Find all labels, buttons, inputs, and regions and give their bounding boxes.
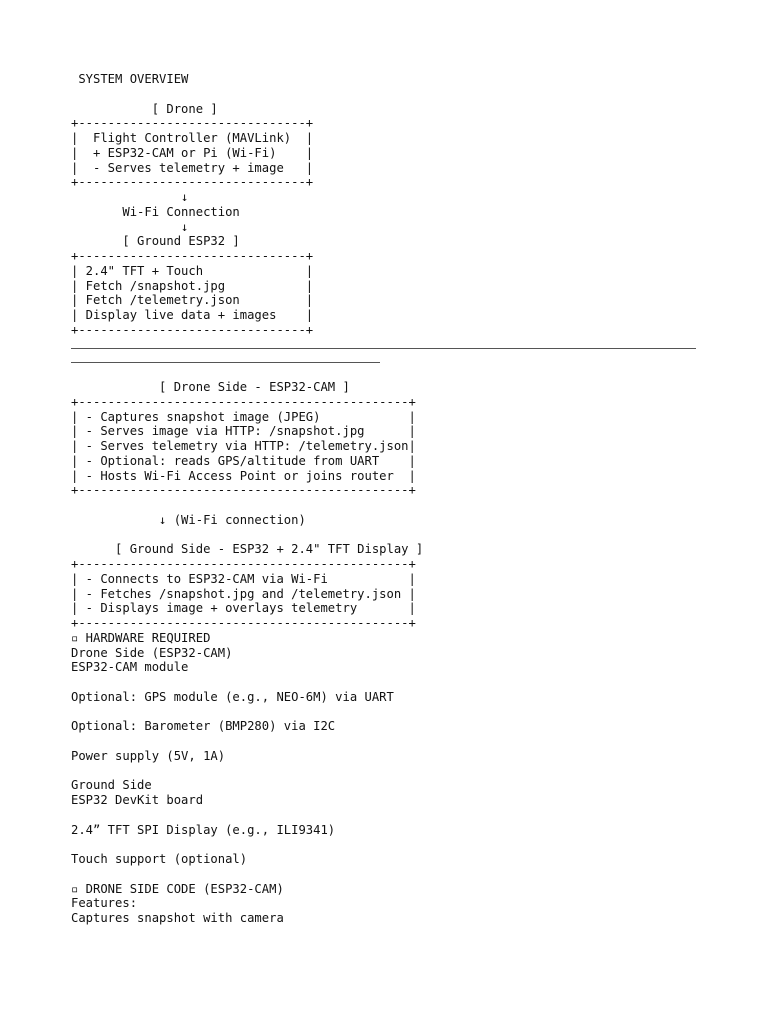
horizontal-rule [71,348,696,349]
horizontal-rule-short [71,362,380,363]
system-overview-diagram: SYSTEM OVERVIEW [ Drone ] +-------------------------------+ | Flight Controller (MAVLink) | | + ESP32-CAM or Pi (Wi-Fi) | | - Serves telemetry + image | +-------------------------------+ ↓ Wi-Fi Connection ↓ [ Ground ESP32 ] +-------------------------------+ | 2.4" TFT + Touch | | Fetch /snapshot.jpg | | Fetch /telemetry.json | | Display live data + images | +-------------------------------+ [71,72,314,337]
architecture-and-hardware-text: [ Drone Side - ESP32-CAM ] +---------------------------------------------+ | - Captures snapshot image (JPEG) | | - Serves image via HTTP: /snapshot.jpg | | - Serves telemetry via HTTP: /telemetry.json| | - Optional: reads GPS/altitude from UART | | - Hosts Wi-Fi Access Point or joins router | +---------------------------------------------+ ↓ (Wi-Fi connection) [ Ground Side - ESP32 + 2.4" TFT Display ] +---------------------------------------------+ | - Connects to ESP32-CAM via Wi-Fi | | - Fetches /snapshot.jpg and /telemetry.json | | - Displays image + overlays telemetry | +---------------------------------------------+ ▫ HARDWARE REQUIRED Drone Side (ESP32-CAM) ESP32-CAM module Optional: GPS module (e.g., NEO-6M) via UART Optional: Barometer (BMP280) via I2C Power supply (5V, 1A) Ground Side ESP32 DevKit board 2.4” TFT SPI Display (e.g., ILI9341) Touch support (optional) ▫ DRONE SIDE CODE (ESP32-CAM) Features: Captures snapshot with camera [71,380,424,925]
